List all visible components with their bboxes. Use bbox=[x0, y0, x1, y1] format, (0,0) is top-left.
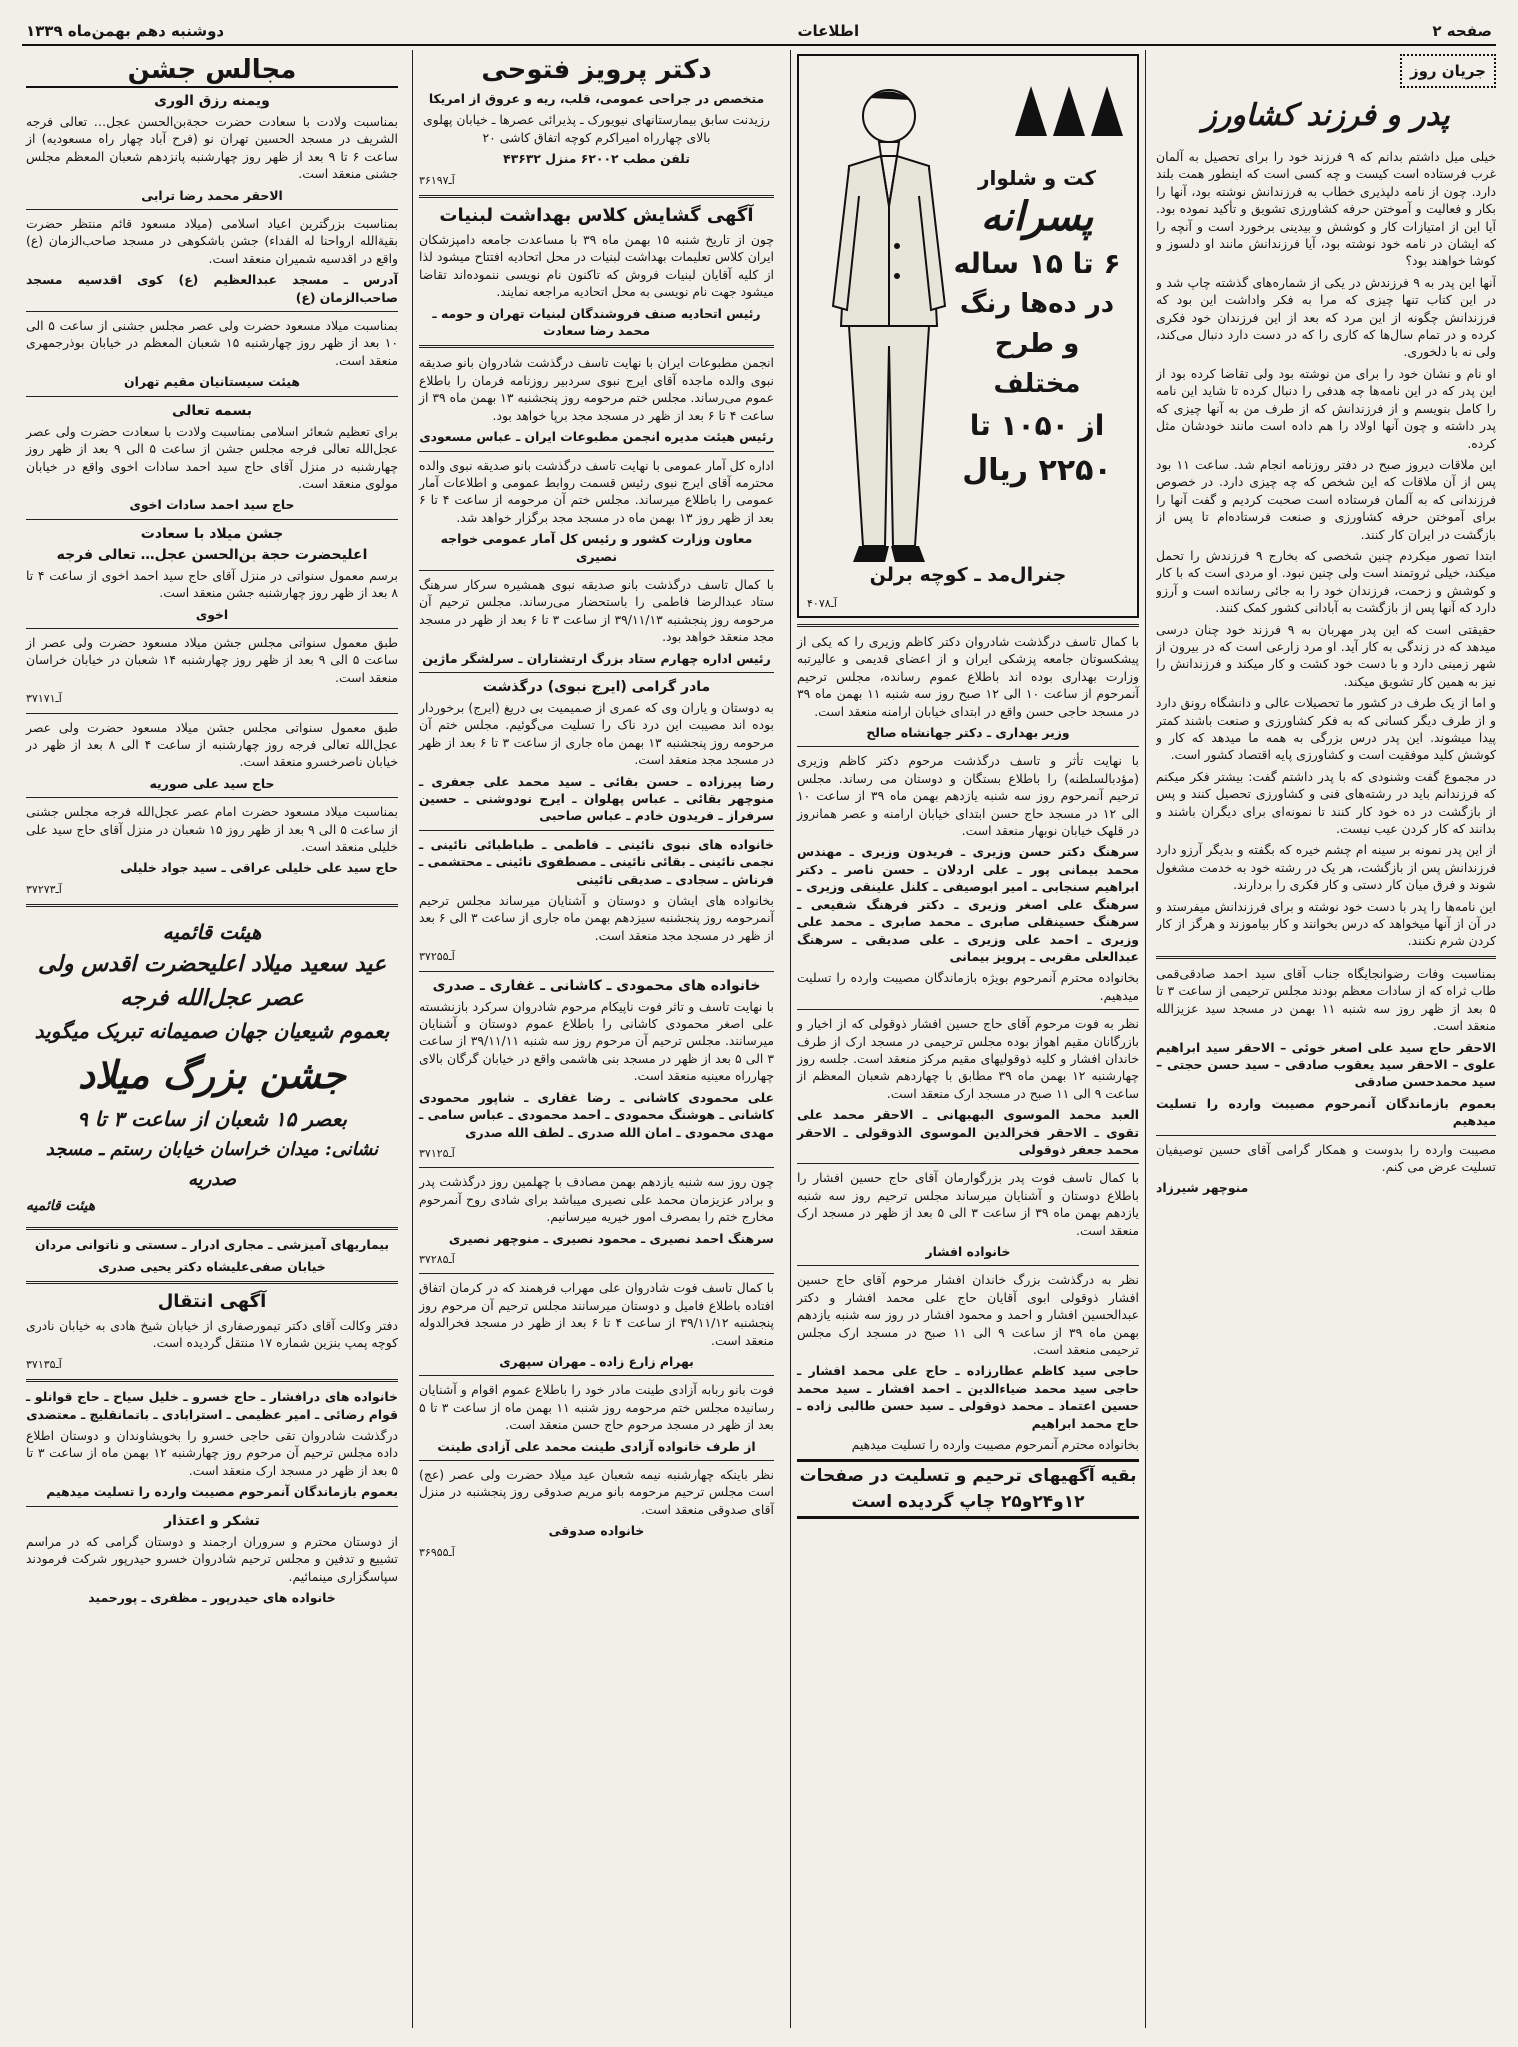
obituary-signers: رضا پیرزاده ـ حسن بقائی ـ سید محمد علی جعفری ـ منوچهر بقائی ـ عباس پهلوان ـ ایرج نودوشنی ـ حسین سرفراز ـ فریدون خادم ـ عباس صاحبی bbox=[419, 773, 774, 824]
editorial-paragraph: در مجموع گفت وشنودی که با پدر داشتم گفت: بیشتر فکر میکنم که فرزندانم باید در رشته‌های فنی و کشاورزی تحصیل کنند و پس از بازگشت در ده خود کار کنند تا نمونه‌ای برای دیگران باشند و بدانند که کار کردن عیب نیست. bbox=[1156, 768, 1496, 837]
obituary-signers: سرهنگ دکتر حسن وزیری ـ فریدون وزیری ـ مهندس محمد بیمانی پور ـ علی اردلان ـ حسن ناصر ـ دکتر ابراهیم سنجابی ـ امیر ابوصیفی ـ کلنل علینقی وزیری ـ سرهنگ علی اصغر وزیری ـ دکتر فرهنگ شفیعی ـ سرهنگ حسینقلی صابری ـ محمد صابری ـ محمد علی وزیری ـ احمد علی وزیری ـ علی صدیقی ـ سرهنگ عبدالعلی مقربی ـ پرویز بیمانی bbox=[797, 844, 1139, 964]
page-number: صفحه ۲ bbox=[1432, 22, 1492, 40]
ad-code: آـ۳۷۲۸۵ bbox=[419, 1252, 455, 1266]
celebration-title: جشن میلاد با سعادت bbox=[140, 525, 284, 542]
notice-ending: بعموم بازماندگان آنمرحوم مصیبت وارده را تسلیت میدهیم bbox=[1156, 1095, 1496, 1129]
celebration-notice: بمناسبت بزرگترین اعیاد اسلامی (میلاد مسعود قائم منتظر حضرت بقیةالله ارواحنا له الفداء) جشن باشکوهی در مسجد صاحب‌الزمان (ع) واقع در اقدسیه شمیران منعقد است. bbox=[26, 216, 398, 266]
suit-ad-text bbox=[947, 166, 1127, 494]
ad-title: پسرانه bbox=[980, 193, 1094, 240]
editorial-paragraph: حقیقتی است که این پدر مهربان به ۹ فرزند خود چنان درسی میدهد که در زندگی به کار آید. او مرد زارعی است که در بیرون از شهر زمینی دارد و با دست خود کشت و کار میکند و فرزندانش را نیز به همین کار تشویق میکند. bbox=[1156, 621, 1496, 689]
celebration-notice: طبق معمول سنواتی مجلس جشن میلاد مسعود حضرت ولی عصر از ساعت ۵ الی ۹ بعد از ظهر روز چهارشنبه ۱۴ شعبان در خیابان خراسان منعقد است. bbox=[26, 634, 398, 685]
move-notice-body: دفتر وکالت آقای دکتر تیمورصفاری از خیابان شیخ هادی به خیابان نادری کوچه پمپ بنزین شماره ۱۷ منتقل گردیده است. bbox=[26, 1318, 398, 1351]
obituary-signer: رئیس اداره چهارم ستاد بزرگ ارتشتاران ـ سرلشگر ماژین bbox=[422, 650, 771, 666]
thanks-body: از دوستان محترم و سروران ارجمند و دوستان گرامی که در مراسم تشییع و تدفین و مجلس ترحیم شادروان خسرو حیدرپور شرکت فرمودند سپاسگزاری مینمائیم. bbox=[26, 1533, 398, 1584]
obituary-signer: معاون وزارت کشور و رئیس کل آمار عمومی خواجه نصیری bbox=[440, 531, 753, 564]
editorial-paragraph: خیلی میل داشتم بدانم که ۹ فرزند خود را برای تحصیل به آلمان غرب فرستاده است کیست و چه کسی است که اینطور همت بلند دارد. چون از نامه دلپذیری خطاب به فرزندانش نوشته بود، آنها را بکار و فعالیت و آموختن حرفه کشاورزی تشویق و تأکید نموده بود. آیا این از امتیازات کار و کوشش و بیدینی برخورد است و آنچه را که ایشان در نامه خود نوشته بود، آیا فرزندانش مانند او دلسوز و کوشا خواهند بود؟ bbox=[1156, 149, 1496, 269]
obituary-text: نظر به فوت مرحوم آقای حاج حسین افشار ذوقولی که از اخیار و بازرگانان مقیم اهواز بوده مجلس ترحیمی در مسجد ارک از طرف خاندان افشار و کلیه ذوقولیهای مقیم مرکز منعقد است. جلسه روز چهارشنبه ۱۲ بهمن ماه ۳۹ مطابق با چهاردهم شعبان المعظم از ساعت ۹ الی ۱۱ صبح در مسجد ارک منعقد است. bbox=[797, 1016, 1139, 1101]
ad-subtitle: کت و شلوار bbox=[978, 166, 1096, 190]
obituary-text: با کمال تاسف فوت شادروان علی مهراب فرهمند که در کرمان اتفاق افتاده باطلاع فامیل و دوستان میرسانند مجلس ترحیم آن مرحوم روز پنجشنبه ۳۹/۱۱/۱۲ از ساعت ۴ تا ۶ بعد از ظهر در مسجد فخرالدوله منعقد است. bbox=[419, 1280, 774, 1348]
obituary-text: با کمال تاسف فوت پدر بزرگوارمان آقای حاج حسین افشار را باطلاع دوستان و آشنایان میرساند مجلس ترحیم روز سه شنبه یازدهم بهمن ماه ۳۹ از ساعت ۳ الی ۵ بعد از ظهر در مسجد ارک منعقد است. bbox=[797, 1170, 1139, 1238]
editorial-paragraph: آنها این پدر به ۹ فرزندش در یکی از شماره‌های گذشته چاپ شد و در این کتاب تنها چیزی که مرا به فکر واداشت این بود که فرزندانش چگونه از این مرد که بعد از این فرزندان خود فکری کرده و در تمام سال‌ها که کاری را که در دست دارد دنبال می‌کند، ولی نه با دلخوری. bbox=[1156, 274, 1496, 360]
obituary-text: به دوستان و یاران وی که عمری از صمیمیت بی دریغ (ایرج) برخوردار بوده اند مصیبت این درد ناک را تسلیت می‌گوئیم. مجلس ختم آن مرحومه روز پنجشنبه ۱۳ بهمن ماه جاری از ساعت ۳ تا ۶ بعد از ظهر در مسجد مجد منعقد است. bbox=[419, 699, 774, 768]
obituary-signer: خانواده صدوقی bbox=[548, 1523, 645, 1539]
column-editorial bbox=[1156, 50, 1496, 2028]
ad-code: آـ۴۰۷۸ bbox=[807, 597, 837, 610]
obituary-signers: العبد محمد الموسوی البهبهانی ـ الاحقر محمد علی تقوی ـ الاحقر فخرالدین الموسوی الذوقولی ـ الاحقر محمد جعفر ذوقولی bbox=[797, 1107, 1139, 1157]
celebration-notice: بمناسبت ولادت با سعادت حضرت حجةبن‌الحسن عجل… تعالی فرجه الشریف در مسجد الحسین تهران نو (فرح آباد چهار راه مسعودیه) از ساعت ۶ تا ۹ بعد از ظهر روز چهارشنبه پانزدهم شعبان المعظم مجلس جشنی منعقد است. bbox=[26, 114, 398, 182]
ad-code: آـ۳۶۹۵۵ bbox=[419, 1545, 455, 1559]
celebration-signer: حاج سید احمد سادات اخوی bbox=[129, 497, 295, 513]
obituary-ending: بخانواده محترم آنمرحوم مصیبت وارده را تسلیت میدهیم bbox=[851, 1437, 1139, 1453]
ad-colors: در ده‌ها رنگ bbox=[959, 289, 1115, 319]
column-ads-1 bbox=[790, 50, 1146, 2028]
thanks-signer: خانواده های حیدرپور ـ مظفری ـ پورحمید bbox=[88, 1589, 336, 1605]
newspaper-page bbox=[22, 18, 1496, 2028]
obituary-text: نظر به درگذشت بزرگ خاندان افشار مرحوم آقای حاج حسین افشار ذوقولی ابوی آقایان حاج علی محمد افشار و دکتر عبدالحسین افشار و احمد و محمود افشار در روز سه شنبه یازدهم بهمن ماه ۳۹ از ساعت ۹ الی ۱۱ صبح در مسجد ارک مجلس ترحیمی منعقد است. bbox=[797, 1272, 1139, 1358]
obituary-text: انجمن مطبوعات ایران با نهایت تاسف درگذشت شادروان بانو صدیقه نبوی والده ماجده آقای ایرج نبوی سردبیر روزنامه فرمان را باطلاع عموم می‌رساند. مجلس ختم مرحومه روز پنجشنبه ۱۳ بهمن ماه ۳۹ از ساعت ۴ تا ۶ بعد از ظهر در مسجد مجد برپا خواهد بود. bbox=[419, 355, 774, 423]
obituary-text: بخانواده های ایشان و دوستان و آشنایان میرساند مجلس ترحیم آنمرحومه روز پنجشنبه سیزدهم بهمن ماه جاری از ساعت ۳ الی ۶ بعد از ظهر در مسجد مجد منعقد است. bbox=[419, 893, 774, 943]
editorial-paragraph: و اما از یک طرف در کشور ما تحصیلات عالی و دانشگاه رونق دارد و از طرف دیگر کسانی که به فکر کشاورزی و صنعت باشند کمتر پیدا میشوند. این پدر درس بزرگی به همه ما میدهد که کار و کوشش کلید موفقیت است و کشاورزی پایه اقتصاد کشور است. bbox=[1156, 695, 1496, 763]
obituary-text: نظر باینکه چهارشنبه نیمه شعبان عید میلاد حضرت ولی عصر (عج) است مجلس ترحیم مرحومه بانو مریم صدوقی روز پنجشنبه در منزل آقای صدوقی منعقد است. bbox=[419, 1467, 774, 1517]
ad-code: آـ۳۷۲۷۳ bbox=[26, 882, 62, 896]
doctor-ad-address: خیابان صفی‌علیشاه دکتر یحیی صدری bbox=[98, 1258, 326, 1274]
ad-code: آـ۳۷۱۷۱ bbox=[26, 692, 62, 706]
celebration-address: آدرس ـ مسجد عبدالعظیم (ع) کوی اقدسیه مسجد صاحب‌الزمان (ع) bbox=[26, 272, 398, 305]
obituary-signers: بهرام زارع زاده ـ مهران سپهری bbox=[499, 1353, 694, 1369]
celebration-notice: برسم معمول سنواتی در منزل آقای حاج سید احمد اخوی از ساعت ۴ تا ۸ بعد از ظهر روز چهارشنبه جشن منعقد است. bbox=[26, 567, 398, 601]
celebration-notice: بمناسبت میلاد مسعود حضرت ولی عصر مجلس جشنی از ساعت ۵ الی ۱۰ بعد از ظهر روز چهارشنبه ۱۵ شعبان المعظم در خیابان بوذرجمهری منعقد است. bbox=[26, 318, 398, 368]
celebration-notice: برای تعظیم شعائر اسلامی بمناسبت ولادت با سعادت حضرت ولی عصر عجل‌الله تعالی فرجه مجلس جشن از ساعت ۵ الی ۹ بعد از ظهر روز چهارشنبه در منزل آقای حاج سید احمد سادات اخوی واقع در خیابان مولوی منعقد است. bbox=[26, 423, 398, 491]
class-notice-signer: رئیس اتحادیه صنف فروشندگان لبنیات تهران و حومه ـ محمد رضا سعادت bbox=[432, 305, 761, 339]
ad-price-to: ۲۲۵۰ ریال bbox=[962, 453, 1112, 488]
celebration-signer: اخوی bbox=[195, 606, 229, 622]
obituary-text: با کمال تاسف درگذشت بانو صدیقه نبوی همشیره سرکار سرهنگ ستاد عبدالرضا فاطمی را باستحضار می‌رساند. مجلس ترحیم آن مرحومه روز پنجشنبه ۳۹/۱۱/۱۳ از ساعت ۳ تا ۶ بعد از ظهر در مسجد مجد منعقد خواهد بود. bbox=[419, 576, 774, 645]
celebration-signer: حاج سید علی خلیلی عراقی ـ سید جواد خلیلی bbox=[120, 860, 398, 876]
obituary-text: فوت بانو ربابه آزادی طینت مادر خود را باطلاع عموم اقوام و آشنایان رسانیده مجلس ختم مرحومه روز شنبه ۱۱ بهمن ماه از ساعت ۳ تا ۵ بعد از ظهر در مسجد مرحوم حاج حسن منعقد است. bbox=[419, 1382, 775, 1433]
calligraphy-title: جشن بزرگ میلاد bbox=[77, 1052, 347, 1098]
class-notice-body: چون از تاریخ شنبه ۱۵ بهمن ماه ۳۹ با مساعدت جامعه دامپزشکان ایران کلاس تعلیمات بهداشت لبنیات در محل اتحادیه افتتاح میشود لذا از کلیه آقایان لبنیات فروش که تاکنون نام نویسی ننموده‌اند تقاضا میشود جهت نام نویسی به محل اتحادیه مراجعه نمایند. bbox=[419, 232, 774, 300]
celebration-subtitle: اعلیحضرت حجة بن‌الحسن عجل… تعالی فرجه bbox=[56, 546, 368, 563]
calligraphy-line: بعصر ۱۵ شعبان از ساعت ۳ تا ۹ bbox=[77, 1107, 347, 1132]
calligraphy-line: نشانی: میدان خراسان خیابان رستم ـ مسجد صدریه bbox=[45, 1139, 379, 1191]
brand-logo-icon bbox=[1015, 86, 1123, 136]
section-badge: جریان روز bbox=[1400, 54, 1496, 88]
celebration-signer: الاحقر محمد رضا ترابی bbox=[141, 187, 283, 203]
obituary-text: اداره کل آمار عمومی با نهایت تاسف درگذشت بانو صدیقه نبوی والده محترمه آقای ایرج نبوی رئیس قسمت روابط عمومی و اطلاعات آمار عمومی را باطلاع میرساند. مجلس ختم آن مرحومه از ساعت ۴ تا ۶ بعد از ظهر روز ۱۳ بهمن ماه در مسجد مجد برگزار خواهد شد. bbox=[419, 457, 774, 525]
obituary-signers: سرهنگ احمد نصیری ـ محمود نصیری ـ منوچهر نصیری bbox=[448, 1230, 774, 1246]
column-ads-2 bbox=[412, 50, 780, 2028]
doctor-info: رزیدنت سابق بیمارستانهای نیویورک ـ پذیرائی عصرها ـ خیابان پهلوی بالای چهارراه امیراکرم کوچه اتفاق کاشی ۲۰ bbox=[423, 112, 770, 145]
ad-code: آـ۳۷۱۲۵ bbox=[419, 1146, 455, 1160]
obituary-signers: حاجی سید کاظم عطارزاده ـ حاج علی محمد افشار ـ حاجی سید محمد ضیاءالدین ـ احمد افشار ـ سید محمد حسین اعتماد ـ محمد ذوقولی ـ سید حسن طالبی زاده ـ حاج محمد ابراهیم bbox=[797, 1363, 1139, 1431]
thanks-title: تشکر و اعتذار bbox=[164, 1512, 260, 1529]
calligraphy-signer: هیئت قائمیه bbox=[26, 1198, 96, 1215]
masthead bbox=[22, 18, 1496, 46]
doctor-ad: بیماریهای آمیزشی ـ مجاری ادرار ـ سستی و ناتوانی مردان bbox=[34, 1237, 390, 1253]
ad-store-name: جنرال‌مد ـ کوچه برلن bbox=[869, 564, 1067, 586]
ad-code: آـ۳۷۱۳۵ bbox=[26, 1357, 62, 1371]
obituary-title: خانواده های محمودی ـ کاشانی ـ غفاری ـ صدری bbox=[432, 977, 761, 994]
editorial-paragraph: از این پدر نمونه بر سینه ام چشم خیره که بگفته و بدیگر آرزو دارد فرزندانش پس از بازگشت، هر یک در رشته خود به خدمت مشغول شوند و فرق میان کار دستی و کار فکری را بردارند. bbox=[1156, 842, 1496, 893]
ad-designs: و طرح مختلف bbox=[993, 329, 1081, 399]
ad-code: آـ۳۶۱۹۷ bbox=[419, 173, 455, 187]
celebration-title: بسمه تعالی bbox=[171, 402, 253, 419]
celebrations-subheader: ویمنه رزق الوری bbox=[154, 93, 270, 109]
celebration-notice: طبق معمول سنواتی مجلس جشن میلاد مسعود حضرت ولی عصر عجل‌الله تعالی فرجه روز چهارشنبه از ساعت ۴ الی ۸ بعد از ظهر در خیابان ناصرخسرو منعقد است. bbox=[26, 719, 398, 770]
obituary-ending: بخانواده محترم آنمرحوم بویژه بازماندگان مصیبت وارده را تسلیت میدهیم. bbox=[797, 970, 1139, 1003]
obituary-signer: رئیس هیئت مدیره انجمن مطبوعات ایران ـ عباس مسعودی bbox=[419, 429, 774, 445]
calligraphy-line: بعموم شیعیان جهان صمیمانه تبریک میگوید bbox=[34, 1019, 390, 1044]
editorial-paragraph: او نام و نشان خود را برای من نوشته بود ولی تقاضا کرده بود از این پدر که در این نامه‌ها چه هدفی را دنبال کرده تا شاید این نامه را کامل بنویسم و از فرزندانش که از طرف من به آنها چیزی که پدر داشته و چون آنها اولاد را هم داده است مانند خودشان مثل کرده. bbox=[1156, 365, 1496, 451]
notice-signers: الاحقر حاج سید علی اصغر خوئی – الاحقر سید ابراهیم علوی – الاحقر سید یعقوب صادقی – سید حسن حجتی – سید محمدحسن صادقی bbox=[1156, 1039, 1496, 1090]
celebrations-header: مجالس جشن bbox=[26, 54, 398, 88]
obituary-ending: بعموم بازماندگان آنمرحوم مصیبت وارده را تسلیت میدهیم bbox=[46, 1484, 398, 1500]
obituary-text: درگذشت شادروان تقی حاجی خسرو را بخویشاوندان و دوستان اطلاع داده مجلس ترحیم آن مرحوم روز چهارشنبه ۱۲ بهمن ماه از ساعت ۳ تا ۵ بعد از ظهر در مسجد ارک منعقد است. bbox=[26, 1428, 398, 1478]
celebration-notice: بمناسبت میلاد مسعود حضرت امام عصر عجل‌الله فرجه مجلس جشنی از ساعت ۵ الی ۹ بعد از ظهر روز ۱۵ شعبان در منزل آقای حاج سید علی خلیلی منعقد است. bbox=[26, 804, 398, 854]
class-notice-title: آگهی گشایش کلاس بهداشت لبنیات bbox=[439, 205, 754, 227]
obituary-signers: خانواده های درافشار ـ حاج خسرو ـ خلیل سیاح ـ حاج قوانلو ـ قوام رضائی ـ امیر عظیمی ـ استرابادی ـ باتمانقلیچ ـ معتضدی bbox=[26, 1389, 398, 1422]
suit-advertisement bbox=[797, 54, 1139, 618]
condolence-notice: بمناسبت وفات رضوانجایگاه جناب آقای سید احمد صادقی‌قمی طاب ثراه که از سادات معظم بودند مجلس ترحیمی از ساعت ۳ تا ۵ بعد از ظهر روز سه شنبه ۱۱ بهمن در مسجد سید عزیزالله منعقد است. bbox=[1156, 965, 1496, 1034]
obituary-text: چون روز سه شنبه یازدهم بهمن مصادف با چهلمین روز درگذشت پدر و برادر عزیزمان محمد علی نصیری میباشد برای شادی روح آنمرحوم مخارج ختم را بمصرف امور خیریه میرسانیم. bbox=[419, 1174, 774, 1225]
calligraphy-header: هیئت قائمیه bbox=[162, 920, 262, 945]
doctor-specialty: متخصص در جراحی عمومی، قلب، ریه و عروق از امریکا bbox=[428, 91, 765, 106]
issue-date: دوشنبه دهم بهمن‌ماه ۱۳۳۹ bbox=[26, 22, 225, 40]
condolence-notice: مصیبت وارده را بدوست و همکار گرامی آقای حسین توصیفیان تسلیت عرض می کنم. bbox=[1156, 1141, 1496, 1174]
boy-suit-illustration-icon bbox=[819, 76, 959, 576]
paper-name: اطلاعات bbox=[797, 22, 860, 40]
editorial-paragraph: این ملاقات دیروز صبح در دفتر روزنامه انجام شد. ساعت ۱۱ بود پس از آن ملاقات که این شخص که چه چیزی دارد. در خصوص فرزندانی که به آلمان فرستاده است صحبت کردیم و گفت آنها را برای آموختن حرفه کشاورزی و صنعت فرستاده‌ام تا پس از بازگشت در ایران کار کنند. bbox=[1156, 456, 1496, 542]
calligraphy-announcement bbox=[26, 913, 398, 1221]
obituary-text: با کمال تاسف درگذشت شادروان دکتر کاظم وزیری را که یکی از پیشکسوتان جامعه پزشکی ایران و از اعضای قدیمی و عالیرتبه وزارت بهداری بوده اند باطلاع عموم رسانده، مجلس ترحیم آنمرحوم از ساعت ۱۰ الی ۱۲ صبح روز سه شنبه ۱۱ بهمن ماه ۳۹ در مسجد حاجی حسن واقع در ابتدای خیابان ارامنه منعقد است. bbox=[797, 634, 1139, 719]
obituary-signer: وزیر بهداری ـ دکتر جهانشاه صالح bbox=[866, 725, 1070, 741]
editorial-paragraph: این نامه‌ها را پدر با دست خود نوشته و برای فرزندانش میفرستد و در آن از آنها میخواهد که درس بخوانند و کار بیاموزند و هرگز از کار کردن شرم نکنند. bbox=[1156, 898, 1496, 949]
ad-code: آـ۳۷۲۵۵ bbox=[419, 950, 455, 964]
ad-price-from: از ۱۰۵۰ تا bbox=[969, 409, 1105, 442]
notice-signer: منوچهر شیرزاد bbox=[1156, 1180, 1249, 1196]
editorial-paragraph: ابتدا تصور میکردم چنین شخصی که بخارج ۹ فرزندش را تحمل میکند، خیلی ثروتمند است ولی چنین نبود. او مردی است که با کار و کوشش و زحمت، فرزندان خود را به جائی رسانده است و آرزو دارد که آنها پس از بازگشت به آبادانی کشور کمک کنند. bbox=[1156, 547, 1496, 616]
move-notice-title: آگهی انتقال bbox=[157, 1291, 267, 1313]
column-celebrations bbox=[22, 50, 402, 2028]
obituary-text: با نهایت تأثر و تاسف درگذشت مرحوم دکتر کاظم وزیری (مؤدبالسلطنه) را باطلاع بستگان و دوستان می رساند. مجلس ترحیم آنمرحوم روز سه شنبه یازدهم بهمن ماه ۳۹ از ساعت ۱۰ الی ۱۲ در مسجد حاج حسن ابتدای خیابان ارامنه و عصر همانروز در قلهک خیابان نوبهار منعقد است. bbox=[797, 753, 1139, 839]
obituary-signers: خانواده های نبوی نائینی ـ فاطمی ـ طباطبائی نائینی ـ نجمی نائینی ـ بقائی نائینی ـ مصطفوی نائینی ـ محتشمی ـ فرناش ـ سجادی ـ صدیقی نائینی bbox=[419, 836, 774, 887]
obituary-text: با نهایت تاسف و تاثر فوت ناپیکام مرحوم شادروان سرکرد بازنشسته علی اصغر محمودی کاشانی را باطلاع عموم دوستان و آشنایان میرسانند. مجلس ترحیم آن مرحوم روز سه شنبه ۳۹/۱۱/۱۱ از ساعت ۳ الی ۵ بعد از ظهر در مسجد بنی هاشمی واقع در خیابان گرگان بالای چهارراه معینیه منعقد است. bbox=[419, 998, 774, 1084]
continued-notice-pages: ۱۲و۲۴و۲۵ چاپ گردیده است bbox=[851, 1492, 1085, 1513]
celebration-signer: هیئت سیستانیان مقیم تهران bbox=[124, 374, 300, 390]
obituary-signers: علی محمودی کاشانی ـ رضا غفاری ـ شاپور محمودی کاشانی ـ هوشنگ محمودی ـ احمد محمودی ـ عباس سامی ـ مهدی محمودی ـ امان الله صدری ـ لطف الله صدری bbox=[419, 1089, 774, 1140]
ad-age-range: ۶ تا ۱۵ ساله bbox=[953, 247, 1121, 280]
obituary-signer: خانواده افشار bbox=[925, 1244, 1011, 1259]
celebration-signer: حاج سید علی صوریه bbox=[149, 775, 275, 791]
editorial-headline: پدر و فرزند کشاورز bbox=[1202, 98, 1450, 133]
calligraphy-line: عید سعید میلاد اعلیحضرت اقدس ولی عصر عجل‌الله فرجه bbox=[37, 951, 387, 1012]
continued-notice-title: بقیه آگهیهای ترحیم و تسلیت در صفحات bbox=[799, 1466, 1137, 1487]
columns bbox=[22, 50, 1496, 2028]
obituary-title: مادر گرامی (ایرج نبوی) درگذشت bbox=[482, 678, 711, 695]
doctor-name: دکتر پرویز فتوحی bbox=[481, 55, 712, 85]
doctor-phone: تلفن مطب ۶۲۰۰۲ منزل ۴۳۶۳۲ bbox=[503, 151, 690, 167]
obituary-signer: از طرف خانواده آزادی طینت محمد علی آزادی طینت bbox=[437, 1438, 756, 1454]
